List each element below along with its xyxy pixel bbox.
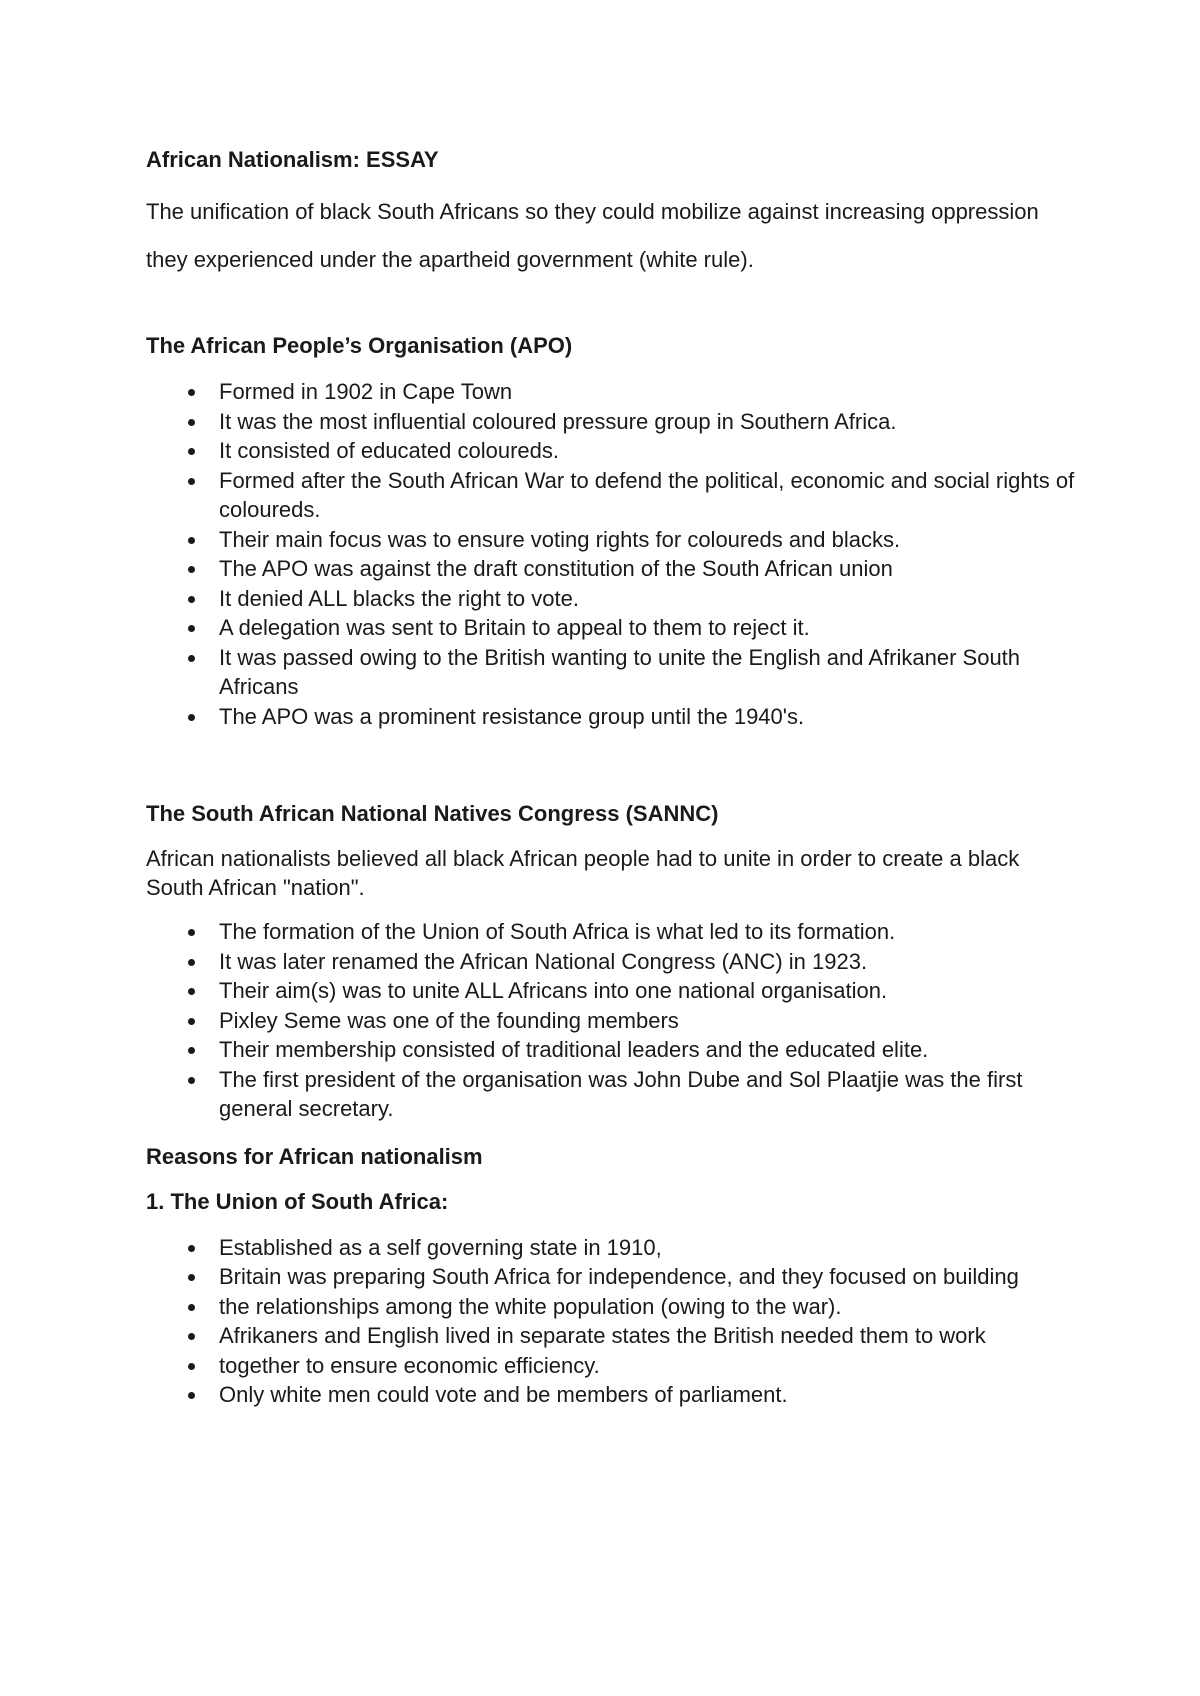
list-item: Pixley Seme was one of the founding members (146, 1006, 1089, 1036)
list-item: It was later renamed the African National Congress (ANC) in 1923. (146, 947, 1089, 977)
list-item: It was the most influential coloured pressure group in Southern Africa. (146, 407, 1089, 437)
bullet-icon (188, 714, 195, 721)
bullet-icon (188, 1363, 195, 1370)
sannc-paragraph: African nationalists believed all black African people had to unite in order to create a black South African "nation". (146, 846, 1020, 900)
intro-paragraph: The unification of black South Africans so they could mobilize against increasing oppression they experienced under the apartheid government (white rule). (146, 199, 1039, 272)
bullet-icon (188, 537, 195, 544)
list-item: The APO was against the draft constitution of the South African union (146, 554, 1089, 584)
bullet-icon (188, 1274, 195, 1281)
list-item: Their main focus was to ensure voting rights for coloureds and blacks. (146, 525, 1089, 555)
list-item: together to ensure economic efficiency. (146, 1351, 1089, 1381)
list-item: The APO was a prominent resistance group until the 1940's. (146, 702, 1089, 732)
list-item: Afrikaners and English lived in separate states the British needed them to work (146, 1321, 1089, 1351)
list-item: The formation of the Union of South Africa is what led to its formation. (146, 917, 1089, 947)
list-item: Britain was preparing South Africa for independence, and they focused on building (146, 1262, 1089, 1292)
list-item: A delegation was sent to Britain to appeal to them to reject it. (146, 613, 1089, 643)
bullet-icon (188, 655, 195, 662)
bullet-icon (188, 625, 195, 632)
list-item: the relationships among the white population (owing to the war). (146, 1292, 1089, 1322)
list-item: The first president of the organisation was John Dube and Sol Plaatjie was the first general secretary. (146, 1065, 1089, 1124)
apo-heading: The African People’s Organisation (APO) (146, 333, 573, 358)
list-item: Established as a self governing state in 1910, (146, 1233, 1089, 1263)
apo-list (146, 377, 1076, 731)
bullet-icon (188, 959, 195, 966)
bullet-icon (188, 1245, 195, 1252)
bullet-icon (188, 478, 195, 485)
list-item: It consisted of educated coloureds. (146, 436, 1089, 466)
sannc-list (146, 917, 1076, 1124)
list-item: It was passed owing to the British wanting to unite the English and Afrikaner South Africans (146, 643, 1089, 702)
bullet-icon (188, 1047, 195, 1054)
reasons-heading: Reasons for African nationalism (146, 1143, 483, 1169)
list-item: Formed after the South African War to defend the political, economic and social rights of coloureds. (146, 466, 1089, 525)
bullet-icon (188, 389, 195, 396)
bullet-icon (188, 929, 195, 936)
bullet-icon (188, 1077, 195, 1084)
document-content (146, 147, 1076, 1410)
reasons-list (146, 1233, 1076, 1410)
bullet-icon (188, 1018, 195, 1025)
bullet-icon (188, 566, 195, 573)
list-item: Formed in 1902 in Cape Town (146, 377, 1089, 407)
reasons-subheading: 1. The Union of South Africa: (146, 1188, 449, 1214)
bullet-icon (188, 988, 195, 995)
list-item: It denied ALL blacks the right to vote. (146, 584, 1089, 614)
list-item: Their membership consisted of traditional leaders and the educated elite. (146, 1035, 1089, 1065)
document-title: African Nationalism: ESSAY (146, 147, 439, 172)
bullet-icon (188, 448, 195, 455)
list-item: Their aim(s) was to unite ALL Africans into one national organisation. (146, 976, 1089, 1006)
bullet-icon (188, 419, 195, 426)
sannc-heading: The South African National Natives Congress (SANNC) (146, 801, 719, 826)
bullet-icon (188, 1392, 195, 1399)
bullet-icon (188, 596, 195, 603)
bullet-icon (188, 1304, 195, 1311)
list-item: Only white men could vote and be members of parliament. (146, 1380, 1089, 1410)
bullet-icon (188, 1333, 195, 1340)
